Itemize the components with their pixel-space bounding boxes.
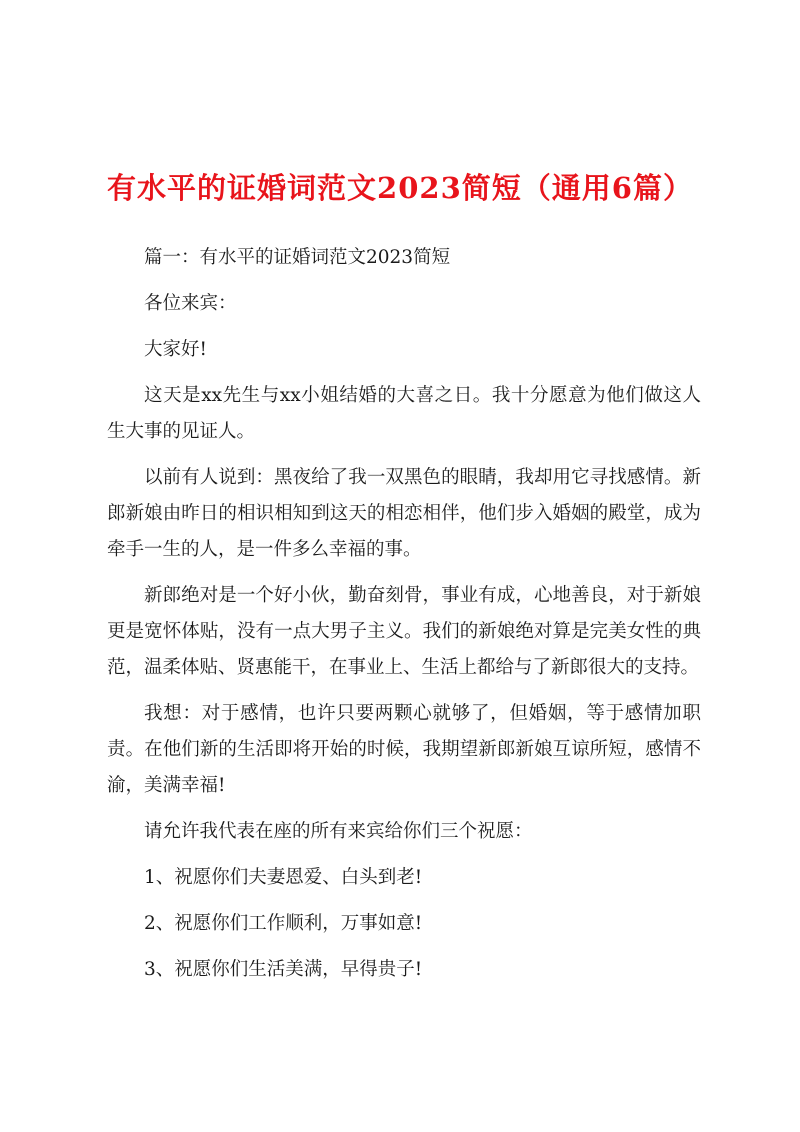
paragraph-quote: 以前有人说到：黑夜给了我一双黑色的眼睛，我却用它寻找感情。新郎新娘由昨日的相识相知到这天的相恋相伴，他们步入婚姻的殿堂，成为牵手一生的人，是一件多么幸福的事。 xyxy=(107,467,701,560)
list-item-wish-3: 3、祝愿你们生活美满，早得贵子! xyxy=(144,959,423,980)
paragraph-salutation: 各位来宾： xyxy=(144,293,237,314)
paragraph-wishes-intro: 请允许我代表在座的所有来宾给你们三个祝愿： xyxy=(144,821,533,842)
list-item-wish-2: 2、祝愿你们工作顺利，万事如意! xyxy=(144,913,423,934)
paragraph-marriage-thoughts: 我想：对于感情，也许只要两颗心就够了，但婚姻，等于感情加职责。在他们新的生活即将开始的时候，我期望新郎新娘互谅所短，感情不渝，美满幸福! xyxy=(107,703,701,796)
list-item-wish-1: 1、祝愿你们夫妻恩爱、白头到老! xyxy=(144,867,423,888)
paragraph-couple-praise: 新郎绝对是一个好小伙，勤奋刻骨，事业有成，心地善良，对于新娘更是宽怀体贴，没有一点大男子主义。我们的新娘绝对算是完美女性的典范，温柔体贴、贤惠能干，在事业上、生活上都给与了新郎很大的支持。 xyxy=(107,585,701,678)
paragraph-occasion: 这天是xx先生与xx小姐结婚的大喜之日。我十分愿意为他们做这人生大事的见证人。 xyxy=(107,385,701,442)
paragraph-section-heading: 篇一：有水平的证婚词范文2023简短 xyxy=(144,247,451,268)
paragraph-greeting: 大家好! xyxy=(144,339,207,360)
document-body xyxy=(107,240,701,998)
document-title: 有水平的证婚词范文2023简短（通用6篇） xyxy=(107,171,693,205)
